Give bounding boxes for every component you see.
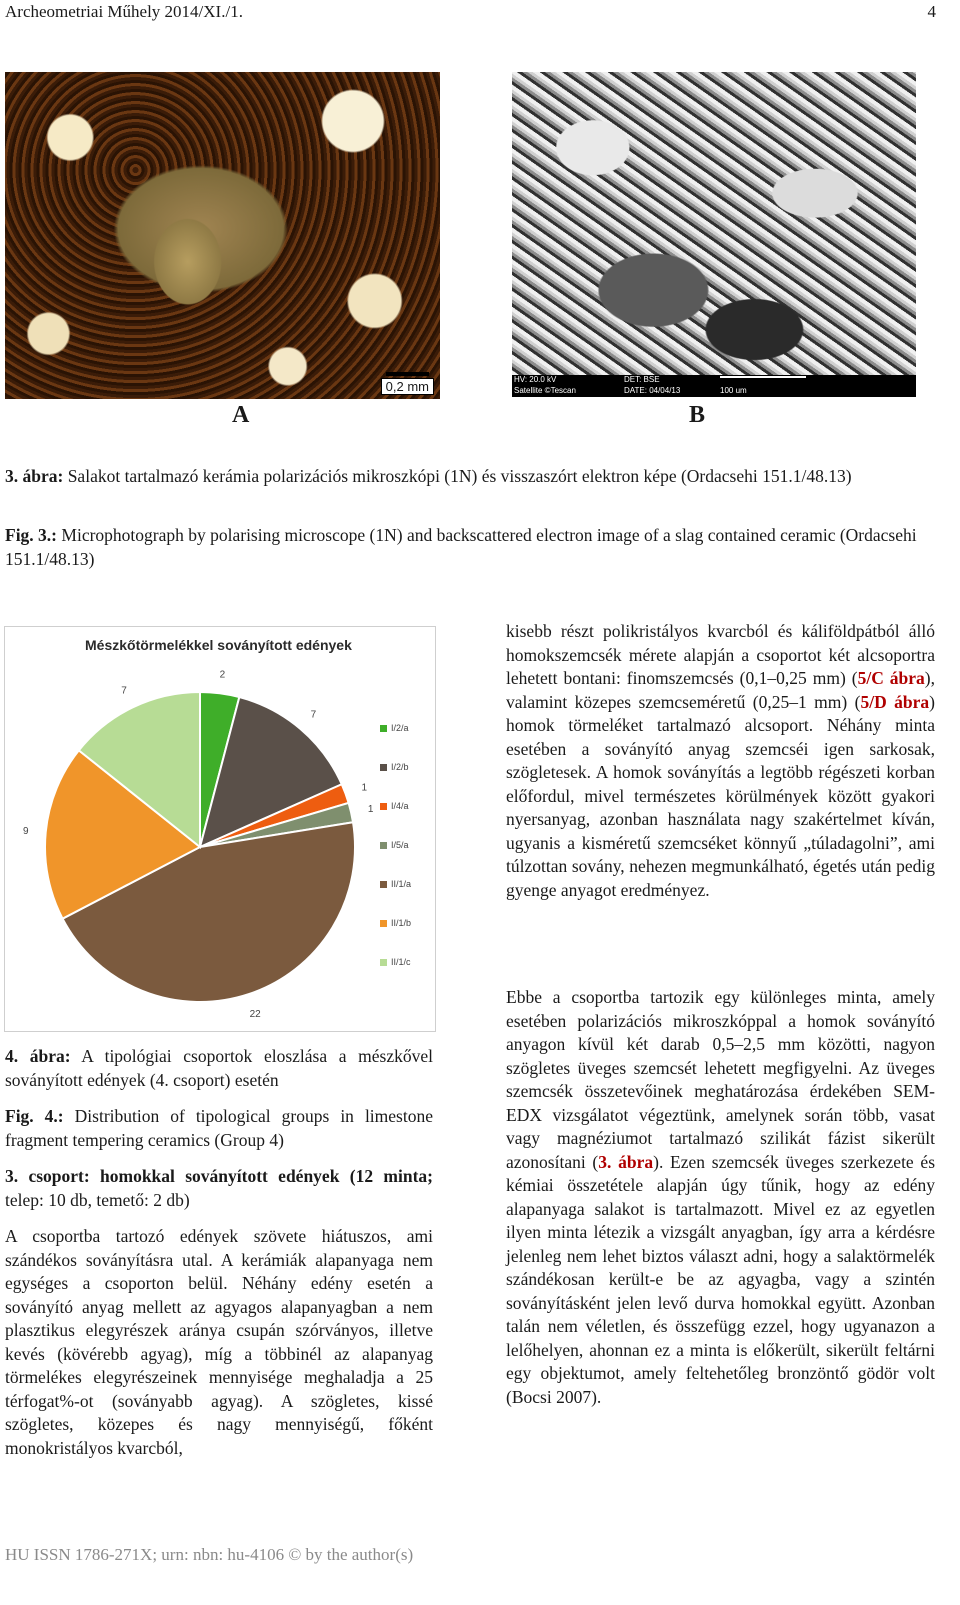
polarising-micrograph-image bbox=[5, 72, 440, 399]
figure-ref-5c[interactable]: 5/C ábra bbox=[857, 668, 925, 688]
scale-bar-b bbox=[720, 376, 806, 378]
legend-swatch bbox=[380, 881, 387, 888]
legend-swatch bbox=[380, 920, 387, 927]
footer-issn: HU ISSN 1786-271X; urn: nbn: hu-4106 © by the author(s) bbox=[5, 1545, 414, 1564]
legend-item bbox=[380, 840, 409, 850]
sem-maker: Satellite ©Tescan bbox=[514, 386, 576, 395]
legend-swatch bbox=[380, 725, 387, 732]
legend-label: II/1/c bbox=[391, 957, 411, 967]
legend-label: I/2/b bbox=[391, 762, 409, 772]
sem-info-strip bbox=[512, 375, 916, 397]
legend-label: I/5/a bbox=[391, 840, 409, 850]
legend-item bbox=[380, 801, 409, 811]
legend-label: II/1/b bbox=[391, 918, 412, 928]
figure3-label-hu: 3. ábra: bbox=[5, 466, 64, 486]
panel-b-letter: B bbox=[689, 402, 706, 428]
pie-value-label: 2 bbox=[219, 669, 226, 681]
legend-label: II/1/a bbox=[391, 879, 412, 889]
pie-value-label: 7 bbox=[310, 709, 317, 721]
figure4-label-hu: 4. ábra: bbox=[5, 1046, 71, 1066]
figure3-caption-hu: 3. ábra: Salakot tartalmazó kerámia polarizációs mikroszkópi (1N) és visszaszórt elektron képe (Ordacsehi 151.1/48.13) bbox=[5, 466, 852, 486]
sem-hv: HV: 20.0 kV bbox=[514, 375, 557, 384]
pie-value-label: 1 bbox=[361, 782, 368, 794]
figure4-label-en: Fig. 4.: bbox=[5, 1106, 64, 1126]
legend-swatch bbox=[380, 764, 387, 771]
pie-value-label: 9 bbox=[23, 826, 29, 838]
figure3-label-en: Fig. 3.: bbox=[5, 525, 58, 545]
pie-chart-figure bbox=[4, 626, 436, 1032]
journal-header: Archeometriai Műhely 2014/XI./1. bbox=[5, 2, 243, 21]
pie-chart bbox=[5, 627, 435, 1031]
legend-item bbox=[380, 879, 411, 889]
chart-title: Mészkőtörmelékkel soványított edények bbox=[85, 637, 352, 653]
figure-ref-5d[interactable]: 5/D ábra bbox=[860, 691, 930, 712]
legend-swatch bbox=[380, 842, 387, 849]
pie-value-label: 1 bbox=[367, 804, 374, 816]
legend-item bbox=[380, 762, 409, 772]
legend-item bbox=[380, 957, 411, 967]
panel-a-letter: A bbox=[232, 402, 250, 428]
pie-value-label: 22 bbox=[249, 1009, 261, 1021]
backscattered-electron-image bbox=[512, 72, 916, 375]
legend-item bbox=[380, 918, 411, 928]
right-paragraph-1: kisebb részt polikristályos kvarcból és káliföldpátból álló homokszemcsék mérete alapján a csoportot két alcsoportra lehetett bontani: finomszemcsés (0,1–0,25 mm) (5/C ábra), valamint közepes szemcseméretű (0,25–1 mm) (5/D ábra) homok törmeléket tartalmazó alcsoport. Néhány minta esetében a soványító anyag szemcséi igen sarkosak, szögletesek. A homok soványítás a legtöbb régészeti korban előfordul, mivel természetes körülmények között gyakori nyersanyag, azonban használata nagy szakértelmet kíván, ugyanis a kisméretű szemcséket könnyű „túladagolni”, ami túlzottan sovány, nehezen megmunkálható, égetés után pedig gyenge anyagot eredményez. bbox=[506, 621, 935, 900]
legend-label: I/2/a bbox=[391, 723, 409, 733]
sem-detector: DET: BSE bbox=[624, 375, 660, 384]
right-paragraph-2: Ebbe a csoportba tartozik egy különleges minta, amely esetében polarizációs mikroszkóppal a homok soványító anyagon kívül két darab 0,5–2,5 mm közötti, nagyon szögletes üveges szemcsét lehetett megfigyelni. Az üveges szemcsék összetevőinek meghatározása érdekében SEM-EDX vizsgálatot végeztünk, amelynek során több, vasat vagy magnéziumot tartalmazó szilikát fázist sikerült azonosítani (3. ábra). Ezen szemcsék üveges szerkezete és kémiai összetétele alapján úgy tűnik, hogy az edény alapanyaga salakot is tartalmazott. Mivel ez az egyetlen ilyen minta létezik a vizsgált anyagban, így arra a kérdésre jelenleg nem lehet biztos választ adni, hogy a salaktörmelék szándékosan került-e be az agyagba, vagy a szintén soványításként jelen levő durva homokkal együtt. Azonban talán nem véletlen, és összefügg ezzel, hogy ugyanazon a lelőhelyen, ahonnan ez a minta is előkerült, sikerült feltárni egy objektumot, amely feltehetőleg bronzöntő gödör volt (Bocsi 2007). bbox=[506, 987, 936, 1407]
figure4-caption-en: Fig. 4.: Distribution of tipological groups in limestone fragment tempering ceramics (Group 4) bbox=[5, 1106, 433, 1150]
group3-heading: 3. csoport: homokkal soványított edények (12 minta; telep: 10 db, temető: 2 db) bbox=[5, 1166, 433, 1210]
left-paragraph: A csoportba tartozó edények szövete hiátuszos, ami szándékos soványításra utal. A kerámiák alapanyaga nem egységes a csoporton belül. Néhány edény esetén a soványító anyag mellett az agyagos alapanyagban a nem plasztikus elegyrészek aránya csupán szórványos, illetve kevés (kövérebb agyag), míg a többinél az alapanyag törmelékes elegyrészeinek mennyisége meghaladja a 25 térfogat%-ot (soványabb agyag). A szögletes, kissé szögletes, közepes és nagy mennyiségű, főként monokristályos kvarcból, bbox=[5, 1226, 433, 1458]
legend-label: I/4/a bbox=[391, 801, 409, 811]
sem-scale: 100 um bbox=[720, 386, 747, 395]
legend-swatch bbox=[380, 803, 387, 810]
figure4-caption-hu: 4. ábra: A tipológiai csoportok eloszlása a mészkővel soványított edények (4. csoport) esetén bbox=[5, 1046, 433, 1090]
legend-item bbox=[380, 723, 409, 733]
pie-value-label: 7 bbox=[121, 685, 127, 697]
figure-ref-3[interactable]: 3. ábra bbox=[598, 1151, 654, 1172]
sem-date: DATE: 04/04/13 bbox=[624, 386, 681, 395]
figure3-caption-en: Fig. 3.: Microphotograph by polarising microscope (1N) and backscattered electron image of a slag contained ceramic (Ordacsehi 151.1/48.13) bbox=[5, 525, 917, 569]
scale-bar-a: 0,2 mm bbox=[381, 378, 434, 395]
page-number: 4 bbox=[927, 2, 936, 21]
legend-swatch bbox=[380, 959, 387, 966]
